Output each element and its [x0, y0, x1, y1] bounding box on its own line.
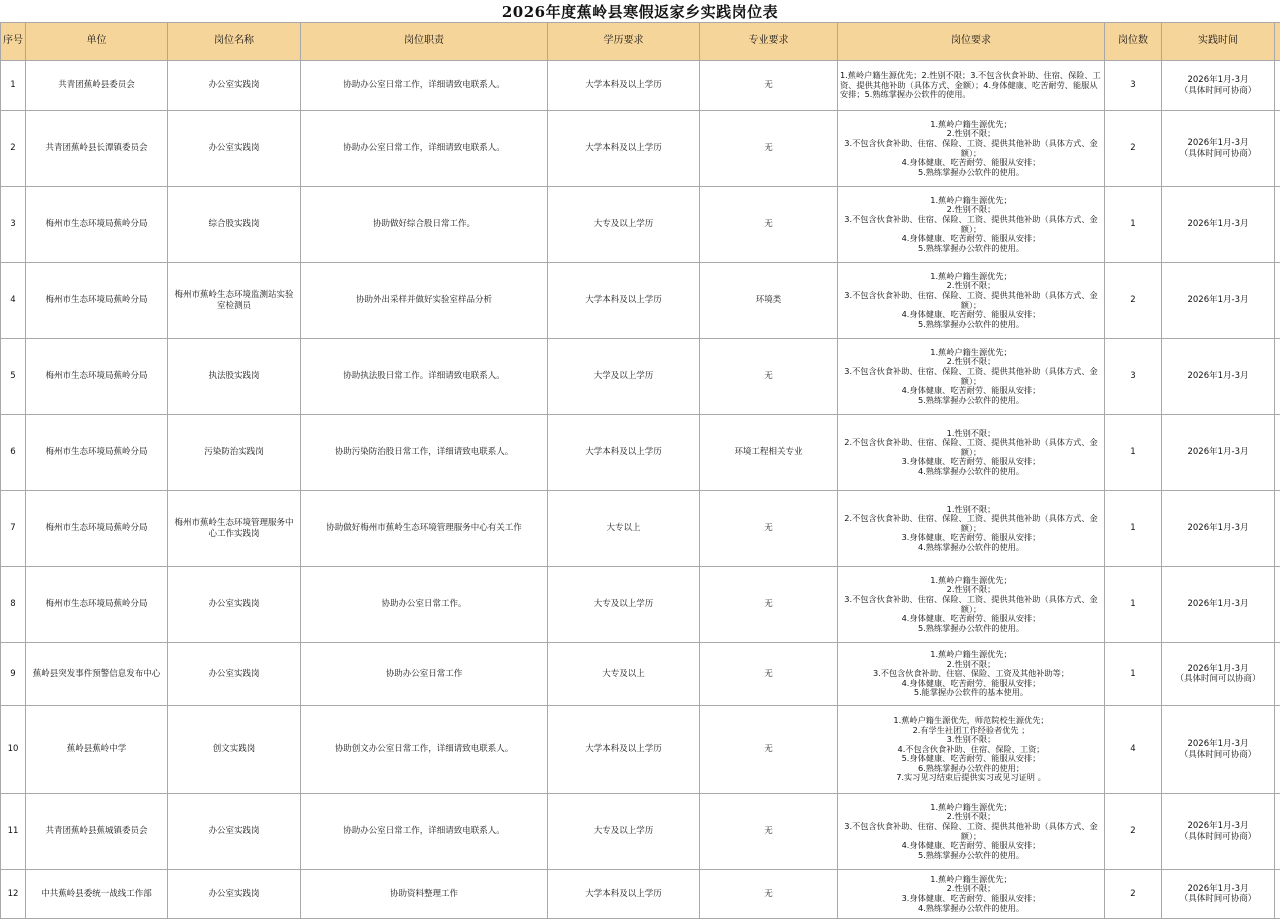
cell-unit: 梅州市生态环境局蕉岭分局 — [26, 567, 168, 643]
table-row — [1, 111, 1280, 187]
header-no: 序号 — [1, 23, 26, 61]
positions-table — [0, 22, 1280, 919]
cell-duty: 协助办公室日常工作 — [301, 643, 548, 706]
cell-duty: 协助资料整理工作 — [301, 870, 548, 919]
table-row — [1, 415, 1280, 491]
cell-time: 2026年1月-3月 — [1162, 491, 1275, 567]
header-unit: 单位 — [26, 23, 168, 61]
cell-post: 办公室实践岗 — [168, 567, 301, 643]
cell-extra — [1275, 415, 1280, 491]
cell-req: 1.蕉岭户籍生源优先； 2.性别不限； 3.不包含伙食补助、住宿、保险、工资、提供其他补助（具体方式、金额）； 4.身体健康、吃苦耐劳、能服从安排； 5.熟练掌握办公软件的使用。 — [838, 339, 1105, 415]
cell-req: 1.蕉岭户籍生源优先； 2.性别不限； 3.不包含伙食补助、住宿、保险、工资、提供其他补助（具体方式、金额）； 4.身体健康、吃苦耐劳、能服从安排； 5.熟练掌握办公软件的使用。 — [838, 567, 1105, 643]
cell-req: 1.蕉岭户籍生源优先； 2.性别不限； 3.身体健康、吃苦耐劳、能服从安排； 4.熟练掌握办公软件的使用。 — [838, 870, 1105, 919]
cell-no: 5 — [1, 339, 26, 415]
cell-post: 创文实践岗 — [168, 706, 301, 794]
cell-unit: 中共蕉岭县委统一战线工作部 — [26, 870, 168, 919]
cell-duty: 协助污染防治股日常工作，详细请致电联系人。 — [301, 415, 548, 491]
table-row — [1, 491, 1280, 567]
cell-extra — [1275, 339, 1280, 415]
cell-post: 梅州市蕉岭生态环境管理服务中心工作实践岗 — [168, 491, 301, 567]
cell-count: 3 — [1105, 61, 1162, 111]
table-row — [1, 263, 1280, 339]
cell-req: 1.蕉岭户籍生源优先；2.性别不限；3.不包含伙食补助、住宿、保险、工资、提供其他补助（具体方式、金额）；4.身体健康、吃苦耐劳、能服从安排；5.熟练掌握办公软件的使用。 — [838, 61, 1105, 111]
table-row — [1, 870, 1280, 919]
cell-duty: 协助创文办公室日常工作，详细请致电联系人。 — [301, 706, 548, 794]
cell-major: 无 — [700, 491, 838, 567]
cell-major: 无 — [700, 339, 838, 415]
header-duty: 岗位职责 — [301, 23, 548, 61]
cell-unit: 梅州市生态环境局蕉岭分局 — [26, 339, 168, 415]
cell-edu: 大专及以上 — [548, 643, 700, 706]
header-req: 岗位要求 — [838, 23, 1105, 61]
cell-no: 2 — [1, 111, 26, 187]
cell-major: 无 — [700, 706, 838, 794]
table-row — [1, 706, 1280, 794]
cell-unit: 共青团蕉岭县蕉城镇委员会 — [26, 794, 168, 870]
cell-count: 1 — [1105, 491, 1162, 567]
cell-edu: 大专及以上学历 — [548, 794, 700, 870]
cell-req: 1.蕉岭户籍生源优先； 2.性别不限； 3.不包含伙食补助、住宿、保险、工资及其他补助等； 4.身体健康、吃苦耐劳、能服从安排； 5.能掌握办公软件的基本使用。 — [838, 643, 1105, 706]
table-row — [1, 339, 1280, 415]
cell-no: 8 — [1, 567, 26, 643]
cell-major: 环境工程相关专业 — [700, 415, 838, 491]
cell-post: 办公室实践岗 — [168, 794, 301, 870]
cell-major: 无 — [700, 643, 838, 706]
cell-edu: 大学本科及以上学历 — [548, 263, 700, 339]
cell-unit: 梅州市生态环境局蕉岭分局 — [26, 263, 168, 339]
cell-count: 1 — [1105, 187, 1162, 263]
cell-count: 4 — [1105, 706, 1162, 794]
cell-time: 2026年1月-3月 （具体时间可协商） — [1162, 706, 1275, 794]
cell-edu: 大学本科及以上学历 — [548, 870, 700, 919]
cell-major: 无 — [700, 111, 838, 187]
cell-req: 1.蕉岭户籍生源优先； 2.性别不限； 3.不包含伙食补助、住宿、保险、工资、提供其他补助（具体方式、金额）； 4.身体健康、吃苦耐劳、能服从安排； 5.熟练掌握办公软件的使用。 — [838, 263, 1105, 339]
cell-time: 2026年1月-3月 — [1162, 339, 1275, 415]
cell-edu: 大学本科及以上学历 — [548, 111, 700, 187]
header-post: 岗位名称 — [168, 23, 301, 61]
cell-duty: 协助外出采样并做好实验室样品分析 — [301, 263, 548, 339]
header-row — [1, 23, 1280, 61]
cell-count: 1 — [1105, 643, 1162, 706]
cell-extra — [1275, 491, 1280, 567]
cell-edu: 大专及以上学历 — [548, 187, 700, 263]
cell-major: 无 — [700, 187, 838, 263]
cell-edu: 大专以上 — [548, 491, 700, 567]
cell-extra — [1275, 643, 1280, 706]
cell-time: 2026年1月-3月 （具体时间可以协商） — [1162, 643, 1275, 706]
cell-unit: 梅州市生态环境局蕉岭分局 — [26, 187, 168, 263]
cell-time: 2026年1月-3月 — [1162, 187, 1275, 263]
cell-unit: 共青团蕉岭县长潭镇委员会 — [26, 111, 168, 187]
cell-no: 11 — [1, 794, 26, 870]
cell-count: 2 — [1105, 111, 1162, 187]
page-title: 2026年度蕉岭县寒假返家乡实践岗位表 — [502, 1, 778, 22]
cell-extra — [1275, 263, 1280, 339]
cell-duty: 协助办公室日常工作，详细请致电联系人。 — [301, 61, 548, 111]
cell-edu: 大学及以上学历 — [548, 339, 700, 415]
cell-extra — [1275, 187, 1280, 263]
cell-req: 1.蕉岭户籍生源优先； 2.性别不限； 3.不包含伙食补助、住宿、保险、工资、提供其他补助（具体方式、金额）； 4.身体健康、吃苦耐劳、能服从安排； 5.熟练掌握办公软件的使用。 — [838, 111, 1105, 187]
cell-time: 2026年1月-3月 — [1162, 567, 1275, 643]
cell-extra — [1275, 794, 1280, 870]
cell-major: 无 — [700, 567, 838, 643]
cell-time: 2026年1月-3月 — [1162, 415, 1275, 491]
cell-unit: 蕉岭县突发事件预警信息发布中心 — [26, 643, 168, 706]
cell-duty: 协助做好综合股日常工作。 — [301, 187, 548, 263]
cell-edu: 大学本科及以上学历 — [548, 415, 700, 491]
cell-count: 2 — [1105, 263, 1162, 339]
header-edu: 学历要求 — [548, 23, 700, 61]
cell-post: 办公室实践岗 — [168, 61, 301, 111]
cell-unit: 梅州市生态环境局蕉岭分局 — [26, 415, 168, 491]
cell-post: 办公室实践岗 — [168, 870, 301, 919]
cell-count: 3 — [1105, 339, 1162, 415]
header-extra — [1275, 23, 1280, 61]
cell-time: 2026年1月-3月 （具体时间可协商） — [1162, 61, 1275, 111]
cell-req: 1.性别不限； 2.不包含伙食补助、住宿、保险、工资、提供其他补助（具体方式、金额）； 3.身体健康、吃苦耐劳、能服从安排； 4.熟练掌握办公软件的使用。 — [838, 415, 1105, 491]
table-row — [1, 643, 1280, 706]
cell-major: 无 — [700, 794, 838, 870]
cell-major: 无 — [700, 870, 838, 919]
cell-unit: 蕉岭县蕉岭中学 — [26, 706, 168, 794]
cell-time: 2026年1月-3月 — [1162, 263, 1275, 339]
cell-major: 环境类 — [700, 263, 838, 339]
cell-edu: 大专及以上学历 — [548, 567, 700, 643]
cell-unit: 梅州市生态环境局蕉岭分局 — [26, 491, 168, 567]
cell-duty: 协助执法股日常工作。详细请致电联系人。 — [301, 339, 548, 415]
cell-time: 2026年1月-3月 （具体时间可协商） — [1162, 794, 1275, 870]
cell-no: 7 — [1, 491, 26, 567]
cell-edu: 大学本科及以上学历 — [548, 706, 700, 794]
cell-unit: 共青团蕉岭县委员会 — [26, 61, 168, 111]
cell-count: 1 — [1105, 415, 1162, 491]
cell-post: 执法股实践岗 — [168, 339, 301, 415]
header-count: 岗位数 — [1105, 23, 1162, 61]
cell-extra — [1275, 111, 1280, 187]
cell-duty: 协助办公室日常工作，详细请致电联系人。 — [301, 794, 548, 870]
table-row — [1, 794, 1280, 870]
cell-count: 2 — [1105, 870, 1162, 919]
cell-duty: 协助办公室日常工作。 — [301, 567, 548, 643]
cell-post: 办公室实践岗 — [168, 643, 301, 706]
cell-edu: 大学本科及以上学历 — [548, 61, 700, 111]
cell-post: 综合股实践岗 — [168, 187, 301, 263]
cell-extra — [1275, 706, 1280, 794]
cell-req: 1.蕉岭户籍生源优先； 2.性别不限； 3.不包含伙食补助、住宿、保险、工资、提供其他补助（具体方式、金额）； 4.身体健康、吃苦耐劳、能服从安排； 5.熟练掌握办公软件的使用。 — [838, 794, 1105, 870]
cell-extra — [1275, 567, 1280, 643]
cell-count: 2 — [1105, 794, 1162, 870]
table-row — [1, 567, 1280, 643]
title-bar — [0, 0, 1280, 23]
cell-duty: 协助办公室日常工作，详细请致电联系人。 — [301, 111, 548, 187]
cell-no: 12 — [1, 870, 26, 919]
cell-no: 3 — [1, 187, 26, 263]
cell-req: 1.性别不限； 2.不包含伙食补助、住宿、保险、工资、提供其他补助（具体方式、金额）； 3.身体健康、吃苦耐劳、能服从安排； 4.熟练掌握办公软件的使用。 — [838, 491, 1105, 567]
cell-no: 4 — [1, 263, 26, 339]
header-time: 实践时间 — [1162, 23, 1275, 61]
cell-post: 办公室实践岗 — [168, 111, 301, 187]
cell-no: 10 — [1, 706, 26, 794]
cell-post: 污染防治实践岗 — [168, 415, 301, 491]
cell-req: 1.蕉岭户籍生源优先，师范院校生源优先； 2.有学生社团工作经验者优先 ； 3.性别不限； 4.不包含伙食补助、住宿、保险、工资； 5.身体健康、吃苦耐劳、能服从安排； 6.熟练掌握办公软件的使用； 7.实习见习结束后提供实习或见习证明 。 — [838, 706, 1105, 794]
cell-req: 1.蕉岭户籍生源优先； 2.性别不限； 3.不包含伙食补助、住宿、保险、工资、提供其他补助（具体方式、金额）； 4.身体健康、吃苦耐劳、能服从安排； 5.熟练掌握办公软件的使用。 — [838, 187, 1105, 263]
cell-no: 9 — [1, 643, 26, 706]
cell-time: 2026年1月-3月 （具体时间可协商） — [1162, 870, 1275, 919]
header-major: 专业要求 — [700, 23, 838, 61]
cell-no: 6 — [1, 415, 26, 491]
table-row — [1, 61, 1280, 111]
cell-extra — [1275, 870, 1280, 919]
cell-post: 梅州市蕉岭生态环境监测站实验室检测员 — [168, 263, 301, 339]
cell-count: 1 — [1105, 567, 1162, 643]
cell-time: 2026年1月-3月 （具体时间可协商） — [1162, 111, 1275, 187]
cell-extra — [1275, 61, 1280, 111]
cell-no: 1 — [1, 61, 26, 111]
cell-major: 无 — [700, 61, 838, 111]
table-row — [1, 187, 1280, 263]
cell-duty: 协助做好梅州市蕉岭生态环境管理服务中心有关工作 — [301, 491, 548, 567]
